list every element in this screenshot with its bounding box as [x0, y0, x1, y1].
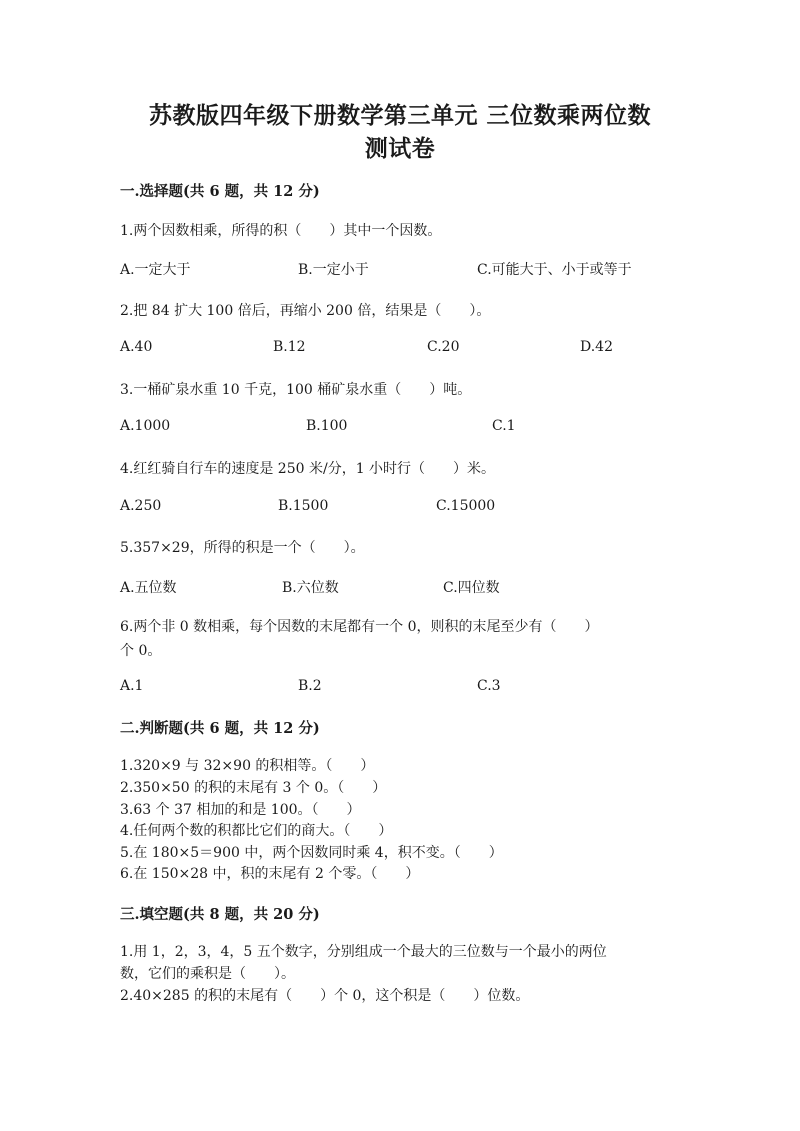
q1-option-b: B.一定小于	[298, 262, 369, 278]
judgment-item-6: 6.在 150×28 中，积的末尾有 2 个零。（ ）	[120, 866, 420, 882]
question-4: 4.红红骑自行车的速度是 250 米/分，1 小时行（ ）米。	[120, 461, 496, 477]
q5-option-a: A.五位数	[120, 580, 177, 596]
q2-option-b: B.12	[273, 339, 306, 355]
q3-option-a: A.1000	[120, 418, 171, 434]
question-1: 1.两个因数相乘，所得的积（ ）其中一个因数。	[120, 223, 442, 239]
q1-option-c: C.可能大于、小于或等于	[477, 262, 632, 278]
judgment-item-4: 4.任何两个数的积都比它们的商大。（ ）	[120, 823, 393, 839]
q6-option-c: C.3	[477, 678, 501, 694]
fill-item-2: 2.40×285 的积的末尾有（ ）个 0，这个积是（ ）位数。	[120, 988, 530, 1004]
question-5: 5.357×29，所得的积是一个（ ）。	[120, 540, 365, 556]
q6-option-b: B.2	[298, 678, 322, 694]
q2-option-a: A.40	[120, 339, 153, 355]
judgment-item-1: 1.320×9 与 32×90 的积相等。（ ）	[120, 758, 375, 774]
page-title: 苏教版四年级下册数学第三单元 三位数乘两位数	[148, 102, 651, 129]
q5-option-b: B.六位数	[282, 580, 339, 596]
q2-option-d: D.42	[580, 339, 613, 355]
section-heading-fill-blank: 三.填空题(共 8 题，共 20 分)	[120, 906, 320, 923]
section-heading-judgment: 二.判断题(共 6 题，共 12 分)	[120, 720, 320, 737]
question-6: 6.两个非 0 数相乘，每个因数的末尾都有一个 0，则积的末尾至少有（ ）	[120, 619, 599, 635]
q2-option-c: C.20	[427, 339, 460, 355]
judgment-item-2: 2.350×50 的积的末尾有 3 个 0。（ ）	[120, 780, 387, 796]
fill-item-1-continued: 数，它们的乘积是（ ）。	[120, 966, 295, 982]
q1-option-a: A.一定大于	[120, 262, 191, 278]
q3-option-c: C.1	[492, 418, 516, 434]
q4-option-a: A.250	[120, 498, 162, 514]
question-6-continued: 个 0。	[120, 643, 162, 659]
page-title-line2: 测试卷	[364, 135, 436, 162]
q4-option-b: B.1500	[278, 498, 329, 514]
q5-option-c: C.四位数	[443, 580, 500, 596]
q3-option-b: B.100	[306, 418, 348, 434]
question-3: 3.一桶矿泉水重 10 千克，100 桶矿泉水重（ ）吨。	[120, 382, 472, 398]
q6-option-a: A.1	[120, 678, 144, 694]
question-2: 2.把 84 扩大 100 倍后，再缩小 200 倍，结果是（ ）。	[120, 303, 491, 319]
q4-option-c: C.15000	[436, 498, 496, 514]
section-heading-choice: 一.选择题(共 6 题，共 12 分)	[120, 183, 320, 200]
fill-item-1: 1.用 1，2，3，4，5 五个数字，分别组成一个最大的三位数与一个最小的两位	[120, 944, 607, 960]
judgment-item-5: 5.在 180×5＝900 中，两个因数同时乘 4，积不变。（ ）	[120, 845, 503, 861]
judgment-item-3: 3.63 个 37 相加的和是 100。（ ）	[120, 802, 361, 818]
